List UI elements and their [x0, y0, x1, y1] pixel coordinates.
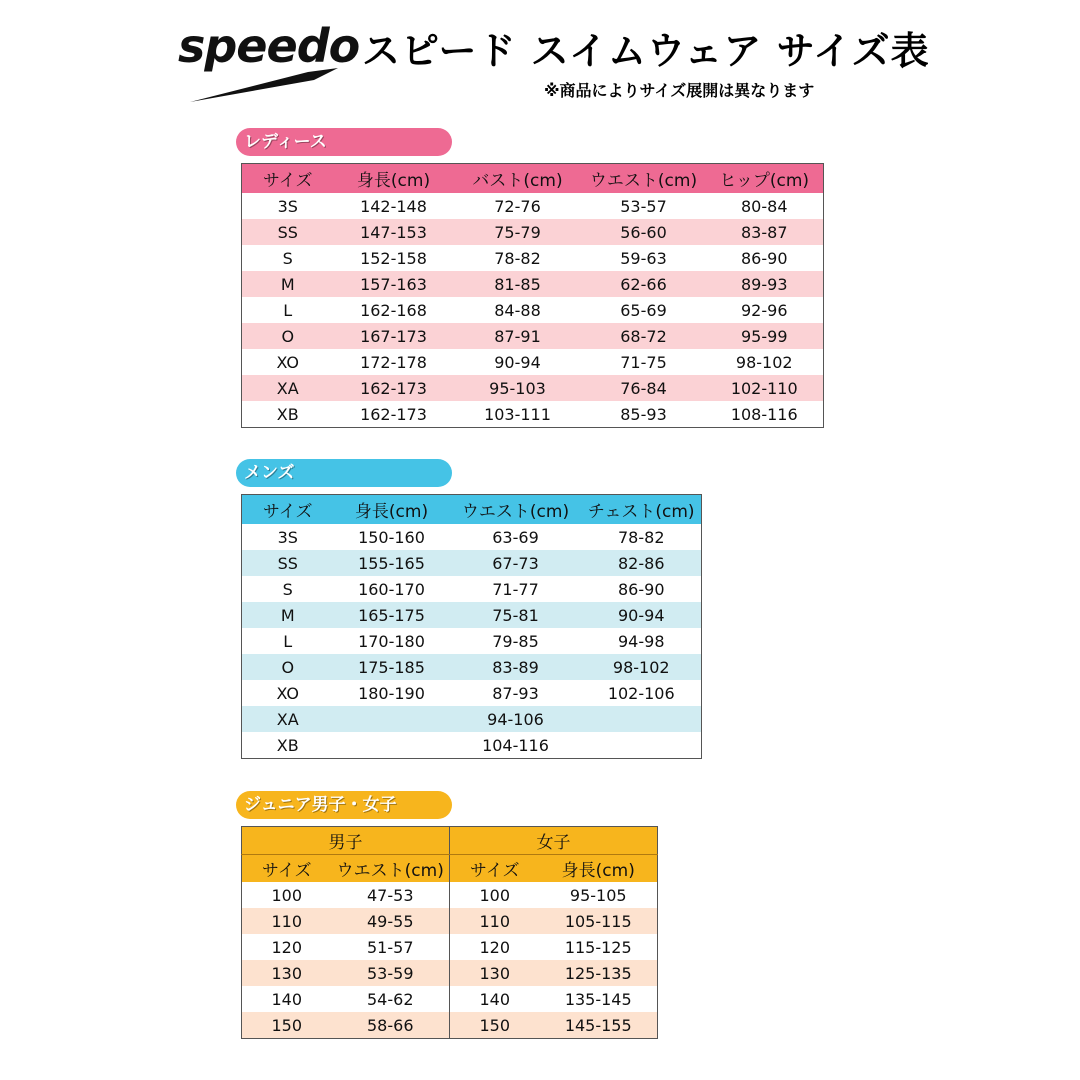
- table-cell: 47-53: [367, 885, 414, 905]
- table-row: [242, 524, 702, 550]
- table-row: [242, 271, 824, 297]
- table-cell: 104-116: [482, 735, 549, 755]
- junior-section-label: ジュニア男子・女子: [236, 791, 452, 819]
- table-cell: 95-99: [706, 323, 824, 349]
- table-cell: 51-57: [367, 937, 414, 957]
- table-row: [242, 706, 702, 732]
- table-cell: 87-93: [492, 683, 539, 703]
- table-cell: 59-63: [620, 248, 667, 268]
- table-cell: 102-110: [706, 375, 824, 401]
- ladies-column-header: サイズ: [242, 164, 334, 194]
- table-cell: 110: [450, 908, 540, 934]
- mens-section-label: メンズ: [236, 459, 452, 487]
- table-cell: L: [283, 631, 293, 651]
- table-cell: 102-106: [607, 683, 675, 703]
- table-cell: 63-69: [492, 527, 539, 547]
- table-cell: 172-178: [360, 352, 427, 372]
- table-cell: 160-170: [358, 579, 425, 599]
- boomerang-icon: [188, 66, 338, 104]
- table-row: [242, 628, 702, 654]
- ladies-header-row: [242, 164, 824, 194]
- junior-group-row: [242, 827, 658, 855]
- table-row: [242, 960, 658, 986]
- table-cell: 157-163: [334, 271, 454, 297]
- table-cell: 155-165: [334, 550, 450, 576]
- table-cell: 80-84: [741, 196, 788, 216]
- table-cell: 49-55: [332, 908, 450, 934]
- table-cell: 56-60: [582, 219, 706, 245]
- table-cell: S: [282, 579, 293, 599]
- table-cell: [582, 706, 702, 732]
- table-cell: 130: [242, 960, 332, 986]
- junior-size-table: [241, 826, 658, 1039]
- table-cell: 103-111: [484, 404, 551, 424]
- table-cell: 78-82: [494, 248, 541, 268]
- table-cell: 58-66: [332, 1012, 450, 1039]
- table-cell: 71-75: [620, 352, 667, 372]
- table-row: [242, 297, 824, 323]
- mens-size-table: [241, 494, 702, 759]
- table-cell: 100: [450, 882, 540, 908]
- table-cell: 110: [242, 908, 332, 934]
- table-cell: 167-173: [334, 323, 454, 349]
- table-cell: 62-66: [582, 271, 706, 297]
- table-row: [242, 245, 824, 271]
- table-row: [242, 576, 702, 602]
- table-cell: 83-87: [706, 219, 824, 245]
- table-cell: M: [242, 602, 334, 628]
- mens-column-header: サイズ: [242, 495, 334, 525]
- table-cell: O: [242, 323, 334, 349]
- table-cell: 125-135: [540, 960, 658, 986]
- table-cell: M: [242, 271, 334, 297]
- table-cell: 147-153: [334, 219, 454, 245]
- table-cell: 65-69: [620, 300, 667, 320]
- ladies-column-header: ヒップ(cm): [706, 164, 824, 194]
- table-cell: 78-82: [618, 527, 665, 547]
- table-row: [242, 732, 702, 759]
- table-cell: 115-125: [564, 937, 632, 957]
- table-cell: 81-85: [454, 271, 582, 297]
- table-cell: 150: [242, 1012, 332, 1039]
- table-cell: 162-168: [360, 300, 427, 320]
- table-row: [242, 349, 824, 375]
- table-cell: 165-175: [334, 602, 450, 628]
- table-cell: 54-62: [367, 989, 414, 1009]
- table-cell: 142-148: [360, 196, 427, 216]
- table-cell: [334, 732, 450, 759]
- table-cell: 3S: [277, 196, 298, 216]
- ladies-column-header: 身長(cm): [334, 164, 454, 194]
- table-cell: 72-76: [494, 196, 541, 216]
- junior-header-row: [242, 855, 658, 883]
- table-cell: 120: [450, 934, 540, 960]
- table-cell: 135-145: [564, 989, 632, 1009]
- table-cell: 98-102: [735, 352, 793, 372]
- table-cell: 90-94: [494, 352, 541, 372]
- table-cell: 162-173: [334, 375, 454, 401]
- table-row: [242, 986, 658, 1012]
- mens-column-header: ウエスト(cm): [450, 495, 582, 525]
- table-cell: 83-89: [450, 654, 582, 680]
- size-note: ※商品によりサイズ展開は異なります: [544, 81, 815, 100]
- table-cell: 140: [271, 989, 303, 1009]
- table-cell: 53-59: [332, 960, 450, 986]
- junior-column-header: サイズ: [450, 855, 540, 883]
- table-cell: 82-86: [582, 550, 702, 576]
- table-cell: 150: [450, 1012, 540, 1039]
- table-row: [242, 193, 824, 219]
- table-row: [242, 602, 702, 628]
- table-cell: 67-73: [450, 550, 582, 576]
- table-cell: 85-93: [620, 404, 667, 424]
- table-cell: O: [242, 654, 334, 680]
- table-cell: 175-185: [334, 654, 450, 680]
- table-cell: 162-173: [360, 404, 427, 424]
- table-cell: 108-116: [730, 404, 798, 424]
- table-cell: 53-57: [620, 196, 667, 216]
- table-row: [242, 323, 824, 349]
- mens-table-body: [242, 524, 702, 759]
- table-cell: SS: [242, 550, 334, 576]
- table-row: [242, 550, 702, 576]
- table-cell: 95-103: [454, 375, 582, 401]
- table-cell: XO: [276, 683, 300, 703]
- junior-girls-group-header: 女子: [450, 827, 658, 855]
- junior-boys-group-header: 男子: [242, 827, 450, 855]
- table-cell: 180-190: [358, 683, 425, 703]
- table-cell: L: [283, 300, 293, 320]
- table-cell: 140: [450, 986, 540, 1012]
- page-title: スピード スイムウェア サイズ表: [362, 29, 930, 73]
- table-row: [242, 908, 658, 934]
- table-cell: XA: [242, 706, 334, 732]
- table-cell: 152-158: [360, 248, 427, 268]
- ladies-size-table: [241, 163, 824, 428]
- table-cell: 76-84: [582, 375, 706, 401]
- table-row: [242, 882, 658, 908]
- table-cell: 89-93: [706, 271, 824, 297]
- table-cell: 86-90: [741, 248, 788, 268]
- table-cell: 3S: [277, 527, 298, 547]
- junior-column-header: サイズ: [242, 855, 332, 883]
- table-cell: XO: [276, 352, 300, 372]
- mens-column-header: 身長(cm): [334, 495, 450, 525]
- table-row: [242, 680, 702, 706]
- junior-column-header: ウエスト(cm): [332, 855, 450, 883]
- table-cell: 79-85: [492, 631, 539, 651]
- table-cell: 84-88: [494, 300, 541, 320]
- table-cell: SS: [242, 219, 334, 245]
- mens-header-row: [242, 495, 702, 525]
- table-cell: 92-96: [741, 300, 788, 320]
- table-cell: [582, 732, 702, 759]
- table-cell: 71-77: [492, 579, 539, 599]
- table-cell: 75-79: [454, 219, 582, 245]
- logo-wordmark: speedo: [178, 19, 360, 73]
- table-row: [242, 654, 702, 680]
- table-cell: 105-115: [540, 908, 658, 934]
- table-cell: 75-81: [450, 602, 582, 628]
- ladies-column-header: バスト(cm): [454, 164, 582, 194]
- table-cell: 94-98: [618, 631, 665, 651]
- table-cell: 90-94: [582, 602, 702, 628]
- table-cell: 145-155: [540, 1012, 658, 1039]
- mens-column-header: チェスト(cm): [582, 495, 702, 525]
- table-row: [242, 375, 824, 401]
- table-cell: 86-90: [618, 579, 665, 599]
- table-cell: [334, 706, 450, 732]
- ladies-table-body: [242, 193, 824, 428]
- ladies-column-header: ウエスト(cm): [582, 164, 706, 194]
- speedo-logo: [178, 18, 360, 104]
- ladies-section-label: レディース: [236, 128, 452, 156]
- junior-column-header: 身長(cm): [540, 855, 658, 883]
- table-cell: 130: [450, 960, 540, 986]
- table-cell: 87-91: [454, 323, 582, 349]
- table-row: [242, 401, 824, 428]
- table-cell: 68-72: [582, 323, 706, 349]
- table-cell: S: [282, 248, 293, 268]
- table-row: [242, 219, 824, 245]
- table-cell: 98-102: [582, 654, 702, 680]
- table-row: [242, 1012, 658, 1039]
- table-cell: XA: [242, 375, 334, 401]
- table-cell: XB: [276, 404, 299, 424]
- table-row: [242, 934, 658, 960]
- table-cell: 150-160: [358, 527, 425, 547]
- table-cell: 95-105: [569, 885, 627, 905]
- table-cell: 100: [271, 885, 303, 905]
- table-cell: 170-180: [358, 631, 425, 651]
- table-cell: XB: [276, 735, 299, 755]
- table-cell: 120: [271, 937, 303, 957]
- table-cell: 94-106: [450, 706, 582, 732]
- junior-table-body: [242, 882, 658, 1039]
